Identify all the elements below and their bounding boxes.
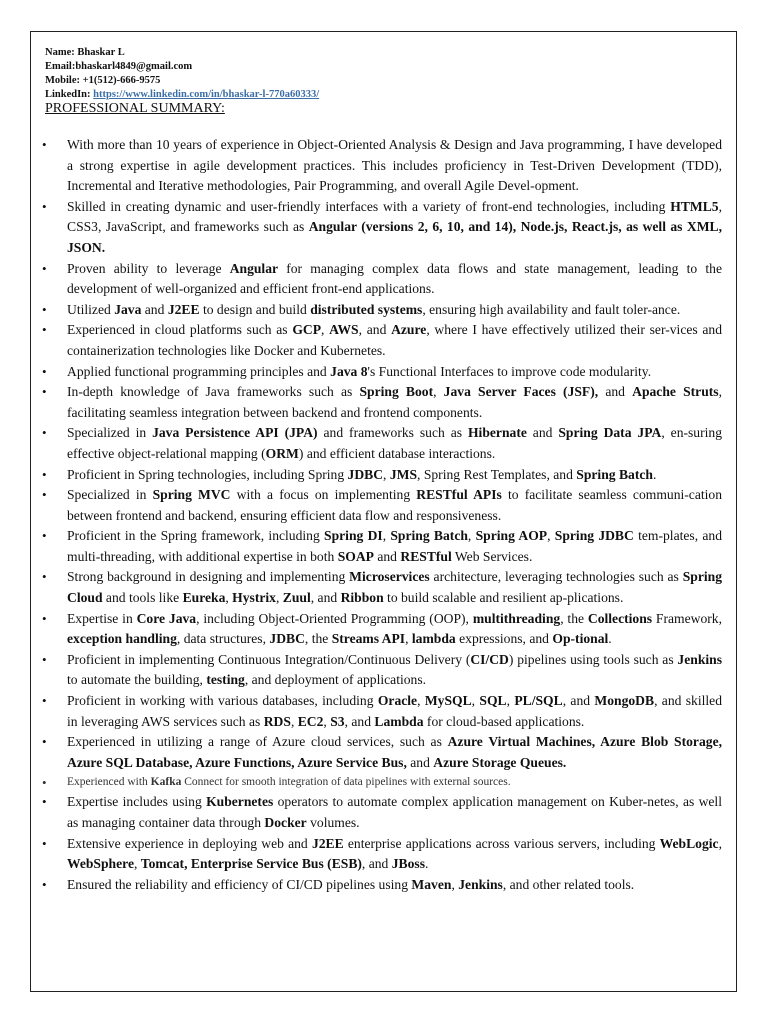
bullet-text: Extensive experience in deploying web and (67, 835, 312, 851)
bullet-text-bold: multithreading (472, 610, 561, 626)
bullet-text: Specialized in (67, 425, 153, 441)
bullet-text-bold: Collections (587, 610, 653, 626)
bullet-text-bold: Zuul (282, 590, 311, 606)
bullet-text-bold: Spring DI (324, 528, 383, 544)
bullet-icon: • (42, 734, 47, 750)
bullet-text: . (652, 466, 657, 482)
bullet-text: , the (560, 610, 588, 626)
bullet-text-bold: Streams API (331, 631, 406, 647)
summary-bullet-item (42, 567, 722, 608)
bullet-text: 's Functional Interfaces to improve code modularity. (367, 363, 652, 379)
bullet-text-bold: Spring Batch (390, 528, 468, 544)
bullet-text-bold: exception handling (67, 631, 177, 647)
bullet-text: , facilitating seamless integration between backend and frontend components. (67, 384, 722, 420)
bullet-text: , and (361, 856, 392, 872)
bullet-text: , (133, 856, 141, 872)
bullet-text: Proficient in implementing Continuous Integration/Continuous Delivery ( (67, 651, 471, 667)
bullet-text: , en-suring effective object-relational mapping ( (67, 425, 723, 461)
bullet-text: Applied functional programming principles and (67, 363, 331, 379)
bullet-text: to facilitate seamless communi-cation between frontend and backend, ensuring efficient data flow and responsiveness. (67, 487, 723, 523)
summary-bullet-item (42, 362, 722, 383)
bullet-text: Utilized (67, 301, 115, 317)
bullet-text: , (451, 876, 459, 892)
bullet-text-bold: GCP (292, 322, 322, 338)
bullet-text: , (547, 528, 555, 544)
bullet-text: , including Object-Oriented Programming (OOP), (196, 610, 473, 626)
bullet-text-bold: HTML5 (670, 198, 719, 214)
bullet-text-bold: distributed systems (310, 301, 423, 317)
summary-bullet-item (42, 609, 722, 650)
bullet-text: ) pipelines using tools such as (508, 651, 678, 667)
bullet-text-bold: JDBC (347, 466, 384, 482)
bullet-text: for cloud-based applications. (423, 713, 585, 729)
bullet-text-bold: Ribbon (340, 590, 384, 606)
bullet-text: In-depth knowledge of Java frameworks such as (67, 384, 360, 400)
bullet-text-bold: Java 8 (330, 363, 368, 379)
bullet-text-bold: S3 (330, 713, 345, 729)
bullet-text-bold: Microservices (349, 569, 430, 585)
bullet-text-bold: MongoDB (594, 693, 655, 709)
bullet-text-bold: Op-tional (552, 631, 609, 647)
bullet-text-bold: Eureka (182, 590, 226, 606)
bullet-text-bold: JDBC (269, 631, 305, 647)
bullet-text-bold: AWS (329, 322, 359, 338)
bullet-text: ) and efficient database interactions. (298, 445, 496, 461)
bullet-text: Skilled in creating dynamic and user-friendly interfaces with a variety of front-end technologies, including (67, 198, 671, 214)
bullet-text-bold: lambda (411, 631, 456, 647)
bullet-text-bold: Angular (versions 2, 6, 10, and 14), Node.js, React.js, as well as XML, JSON. (67, 219, 722, 255)
bullet-text: and (373, 548, 401, 564)
summary-bullet-item (42, 650, 722, 691)
bullet-text-bold: Jenkins (458, 876, 503, 892)
bullet-text-bold: RDS (263, 713, 291, 729)
summary-bullet-item (42, 382, 722, 423)
bullet-text: , and (562, 693, 595, 709)
bullet-icon: • (42, 651, 47, 667)
bullet-text: , (471, 693, 480, 709)
bullet-text: Expertise includes using (67, 794, 207, 810)
bullet-text: Framework, (652, 610, 722, 626)
bullet-text-bold: Azure Virtual Machines, Azure Blob Storage, Azure SQL Database, Azure Functions, Azure Service Bus, (67, 734, 722, 770)
bullet-text: , (382, 528, 391, 544)
bullet-text: , (433, 384, 444, 400)
bullet-text-bold: Spring Boot (359, 384, 434, 400)
bullet-icon: • (42, 569, 47, 585)
bullet-text: Connect for smooth integration of data pipelines with external sources. (181, 776, 511, 789)
bullet-text: , (275, 590, 283, 606)
bullet-text: , (718, 835, 722, 851)
bullet-text: , Spring Rest Templates, and (417, 466, 577, 482)
summary-bullet-item (42, 773, 722, 792)
bullet-text: , and (344, 713, 375, 729)
bullet-text-bold: Azure (391, 322, 427, 338)
bullet-text-bold: CI/CD (470, 651, 509, 667)
bullet-text-bold: Spring JDBC (554, 528, 634, 544)
bullet-icon: • (42, 528, 47, 544)
bullet-text-bold: Tomcat, Enterprise Service Bus (ESB) (140, 856, 362, 872)
bullet-text-bold: testing (206, 672, 245, 688)
bullet-text-bold: Spring Batch (576, 466, 653, 482)
bullet-text: to build scalable and resilient ap-plications. (383, 590, 624, 606)
summary-bullet-item (42, 259, 722, 300)
bullet-text: with a focus on implementing (230, 487, 417, 503)
bullet-text: volumes. (306, 815, 360, 830)
bullet-text-bold: Spring AOP (475, 528, 548, 544)
bullet-text-bold: RESTful APIs (416, 487, 502, 503)
bullet-text-bold: EC2 (297, 713, 324, 729)
bullet-text-bold: Kubernetes (206, 794, 274, 810)
bullet-text-bold: PL/SQL (514, 693, 563, 709)
bullet-text-bold: JBoss (391, 856, 425, 872)
bullet-text: Proficient in the Spring framework, including (67, 528, 325, 544)
bullet-text: , ensuring high availability and fault toler-ance. (422, 301, 681, 317)
bullet-text-bold: Hystrix (232, 590, 276, 606)
bullet-text-bold: ORM (265, 445, 299, 461)
bullet-text: Proficient in Spring technologies, including Spring (67, 466, 348, 482)
bullet-text-bold: Jenkins (677, 651, 722, 667)
bullet-text: , (417, 693, 425, 709)
bullet-text-bold: J2EE (167, 301, 200, 317)
bullet-text: , (506, 693, 515, 709)
bullet-text: , (321, 322, 330, 338)
bullet-text: , (467, 528, 476, 544)
summary-bullet-item (42, 465, 722, 486)
bullet-text-bold: MySQL (424, 693, 472, 709)
bullet-text: operators to automate complex application management on Kuber-netes, as well as managing container data through (67, 794, 722, 830)
bullet-text: and (141, 301, 168, 317)
bullet-text: , (225, 590, 233, 606)
bullet-text: Ensured the reliability and efficiency of CI/CD pipelines using (67, 876, 412, 892)
bullet-icon: • (42, 322, 47, 338)
summary-bullet-item (42, 875, 722, 896)
bullet-text-bold: Maven (411, 876, 452, 892)
bullet-text: and (526, 425, 559, 441)
bullet-text-bold: WebLogic (659, 835, 719, 851)
bullet-text: for managing complex data flows and state management, leading to the development of well-organized and efficient front-end applications. (67, 260, 722, 297)
bullet-text-bold: Java Server Faces (JSF), (443, 384, 599, 400)
bullet-text: and (406, 754, 434, 770)
summary-bullet-item (42, 423, 722, 464)
bullet-text: and frameworks such as (317, 425, 468, 441)
bullet-text: to automate the building, (67, 672, 207, 688)
bullet-text: Experienced with (67, 776, 151, 789)
bullet-icon: • (42, 260, 47, 276)
summary-bullet-item (42, 135, 722, 197)
bullet-text: Expertise in (67, 610, 137, 626)
bullet-text-bold: Oracle (377, 693, 418, 709)
bullet-text: . (425, 856, 429, 872)
bullet-icon: • (42, 466, 47, 482)
bullet-text-bold: Hibernate (467, 425, 527, 441)
bullet-text-bold: Azure Storage Queues. (433, 754, 567, 770)
bullet-text-bold: SQL (479, 693, 507, 709)
bullet-text: tem-plates, and multi-threading, with additional expertise in both (67, 528, 723, 564)
contact-name: Name: Bhaskar L (45, 47, 125, 58)
bullet-text-bold: JMS (389, 466, 418, 482)
bullet-text: architecture, leveraging technologies such as (429, 569, 683, 585)
bullet-text: , and skilled in leveraging AWS services such as (67, 693, 723, 729)
bullet-text-bold: SOAP (337, 548, 374, 564)
bullet-text: Web Services. (451, 548, 533, 564)
summary-bullet-item (42, 320, 722, 361)
bullet-text: Proficient in working with various databases, including (67, 693, 378, 709)
bullet-icon: • (42, 198, 47, 214)
bullet-text-bold: Spring Cloud (67, 569, 723, 606)
bullet-icon: • (42, 610, 47, 626)
bullet-icon: • (42, 487, 47, 503)
bullet-text: With more than 10 years of experience in Object-Oriented Analysis & Design and Java programming, I have developed a strong expertise in agile development practices. This includes proficiency in Test-Driven Development (TDD), Incremental and Iterative methodologies, Pair Programming, and overall Agile Devel-opment. (67, 137, 722, 194)
bullet-text: , (383, 466, 390, 482)
bullet-text: Experienced in utilizing a range of Azure cloud services, such as (67, 734, 448, 750)
bullet-icon: • (42, 876, 47, 892)
bullet-text-bold: Java (114, 301, 142, 317)
bullet-text-bold: J2EE (311, 835, 344, 851)
bullet-text-bold: Kafka (150, 776, 182, 789)
section-title-professional-summary: PROFESSIONAL SUMMARY: (45, 101, 225, 116)
bullet-text: to design and build (199, 301, 311, 317)
bullet-text: and (598, 384, 633, 400)
bullet-text-bold: Core Java (136, 610, 197, 626)
summary-bullet-item (42, 691, 722, 732)
bullet-icon: • (42, 425, 47, 441)
bullet-text: , and deployment of applications. (244, 672, 427, 688)
bullet-icon: • (42, 794, 47, 810)
linkedin-link[interactable]: https://www.linkedin.com/in/bhaskar-l-770a60333/ (93, 89, 320, 100)
summary-bullet-item (42, 732, 722, 773)
summary-bullet-item (42, 834, 722, 875)
bullet-text: , (290, 713, 298, 729)
bullet-text-bold: Spring Data JPA (558, 425, 662, 441)
bullet-icon: • (42, 384, 47, 400)
bullet-text: Specialized in (67, 487, 153, 503)
bullet-icon: • (42, 775, 47, 791)
summary-bullet-item (42, 485, 722, 526)
linkedin-label: LinkedIn: (45, 89, 94, 100)
bullet-text-bold: Docker (264, 815, 307, 830)
bullet-text: , and (358, 322, 392, 338)
bullet-text: Experienced in cloud platforms such as (67, 322, 293, 338)
summary-bullet-item (42, 197, 722, 259)
bullet-text: , and (310, 590, 341, 606)
summary-bullet-item (42, 300, 722, 321)
bullet-text: Strong background in designing and implementing (67, 569, 350, 585)
bullet-icon: • (42, 693, 47, 709)
bullet-text: , the (304, 631, 332, 647)
summary-bullet-item (42, 792, 722, 833)
contact-block (45, 46, 319, 102)
bullet-text-bold: Lambda (374, 713, 424, 729)
bullet-text: , (405, 631, 412, 647)
summary-bullet-list (42, 135, 722, 895)
summary-bullet-item (42, 526, 722, 567)
bullet-text: expressions, and (455, 631, 553, 647)
bullet-text: , CSS3, JavaScript, and frameworks such as (67, 198, 722, 235)
bullet-text: , and other related tools. (502, 876, 635, 892)
contact-mobile: Mobile: +1(512)-666-9575 (45, 75, 161, 86)
bullet-text-bold: Java Persistence API (JPA) (152, 425, 318, 441)
bullet-text: Proven ability to leverage (67, 260, 230, 276)
bullet-icon: • (42, 835, 47, 851)
bullet-text: enterprise applications across various servers, including (343, 835, 660, 851)
bullet-text: , where I have effectively utilized their ser-vices and containerization technologies like Docker and Kubernetes. (67, 322, 723, 358)
bullet-text-bold: Spring MVC (152, 487, 231, 503)
bullet-text: , (323, 713, 331, 729)
bullet-text: , data structures, (176, 631, 270, 647)
bullet-icon: • (42, 137, 47, 152)
bullet-text-bold: Angular (229, 260, 279, 276)
bullet-text: . (608, 631, 612, 647)
contact-email: Email:bhaskarl4849@gmail.com (45, 61, 193, 72)
bullet-icon: • (42, 363, 47, 379)
bullet-icon: • (42, 301, 47, 317)
bullet-text-bold: Apache Struts (632, 384, 719, 400)
bullet-text-bold: RESTful (400, 548, 452, 564)
bullet-text: and tools like (102, 590, 183, 606)
bullet-text-bold: WebSphere (67, 856, 134, 872)
